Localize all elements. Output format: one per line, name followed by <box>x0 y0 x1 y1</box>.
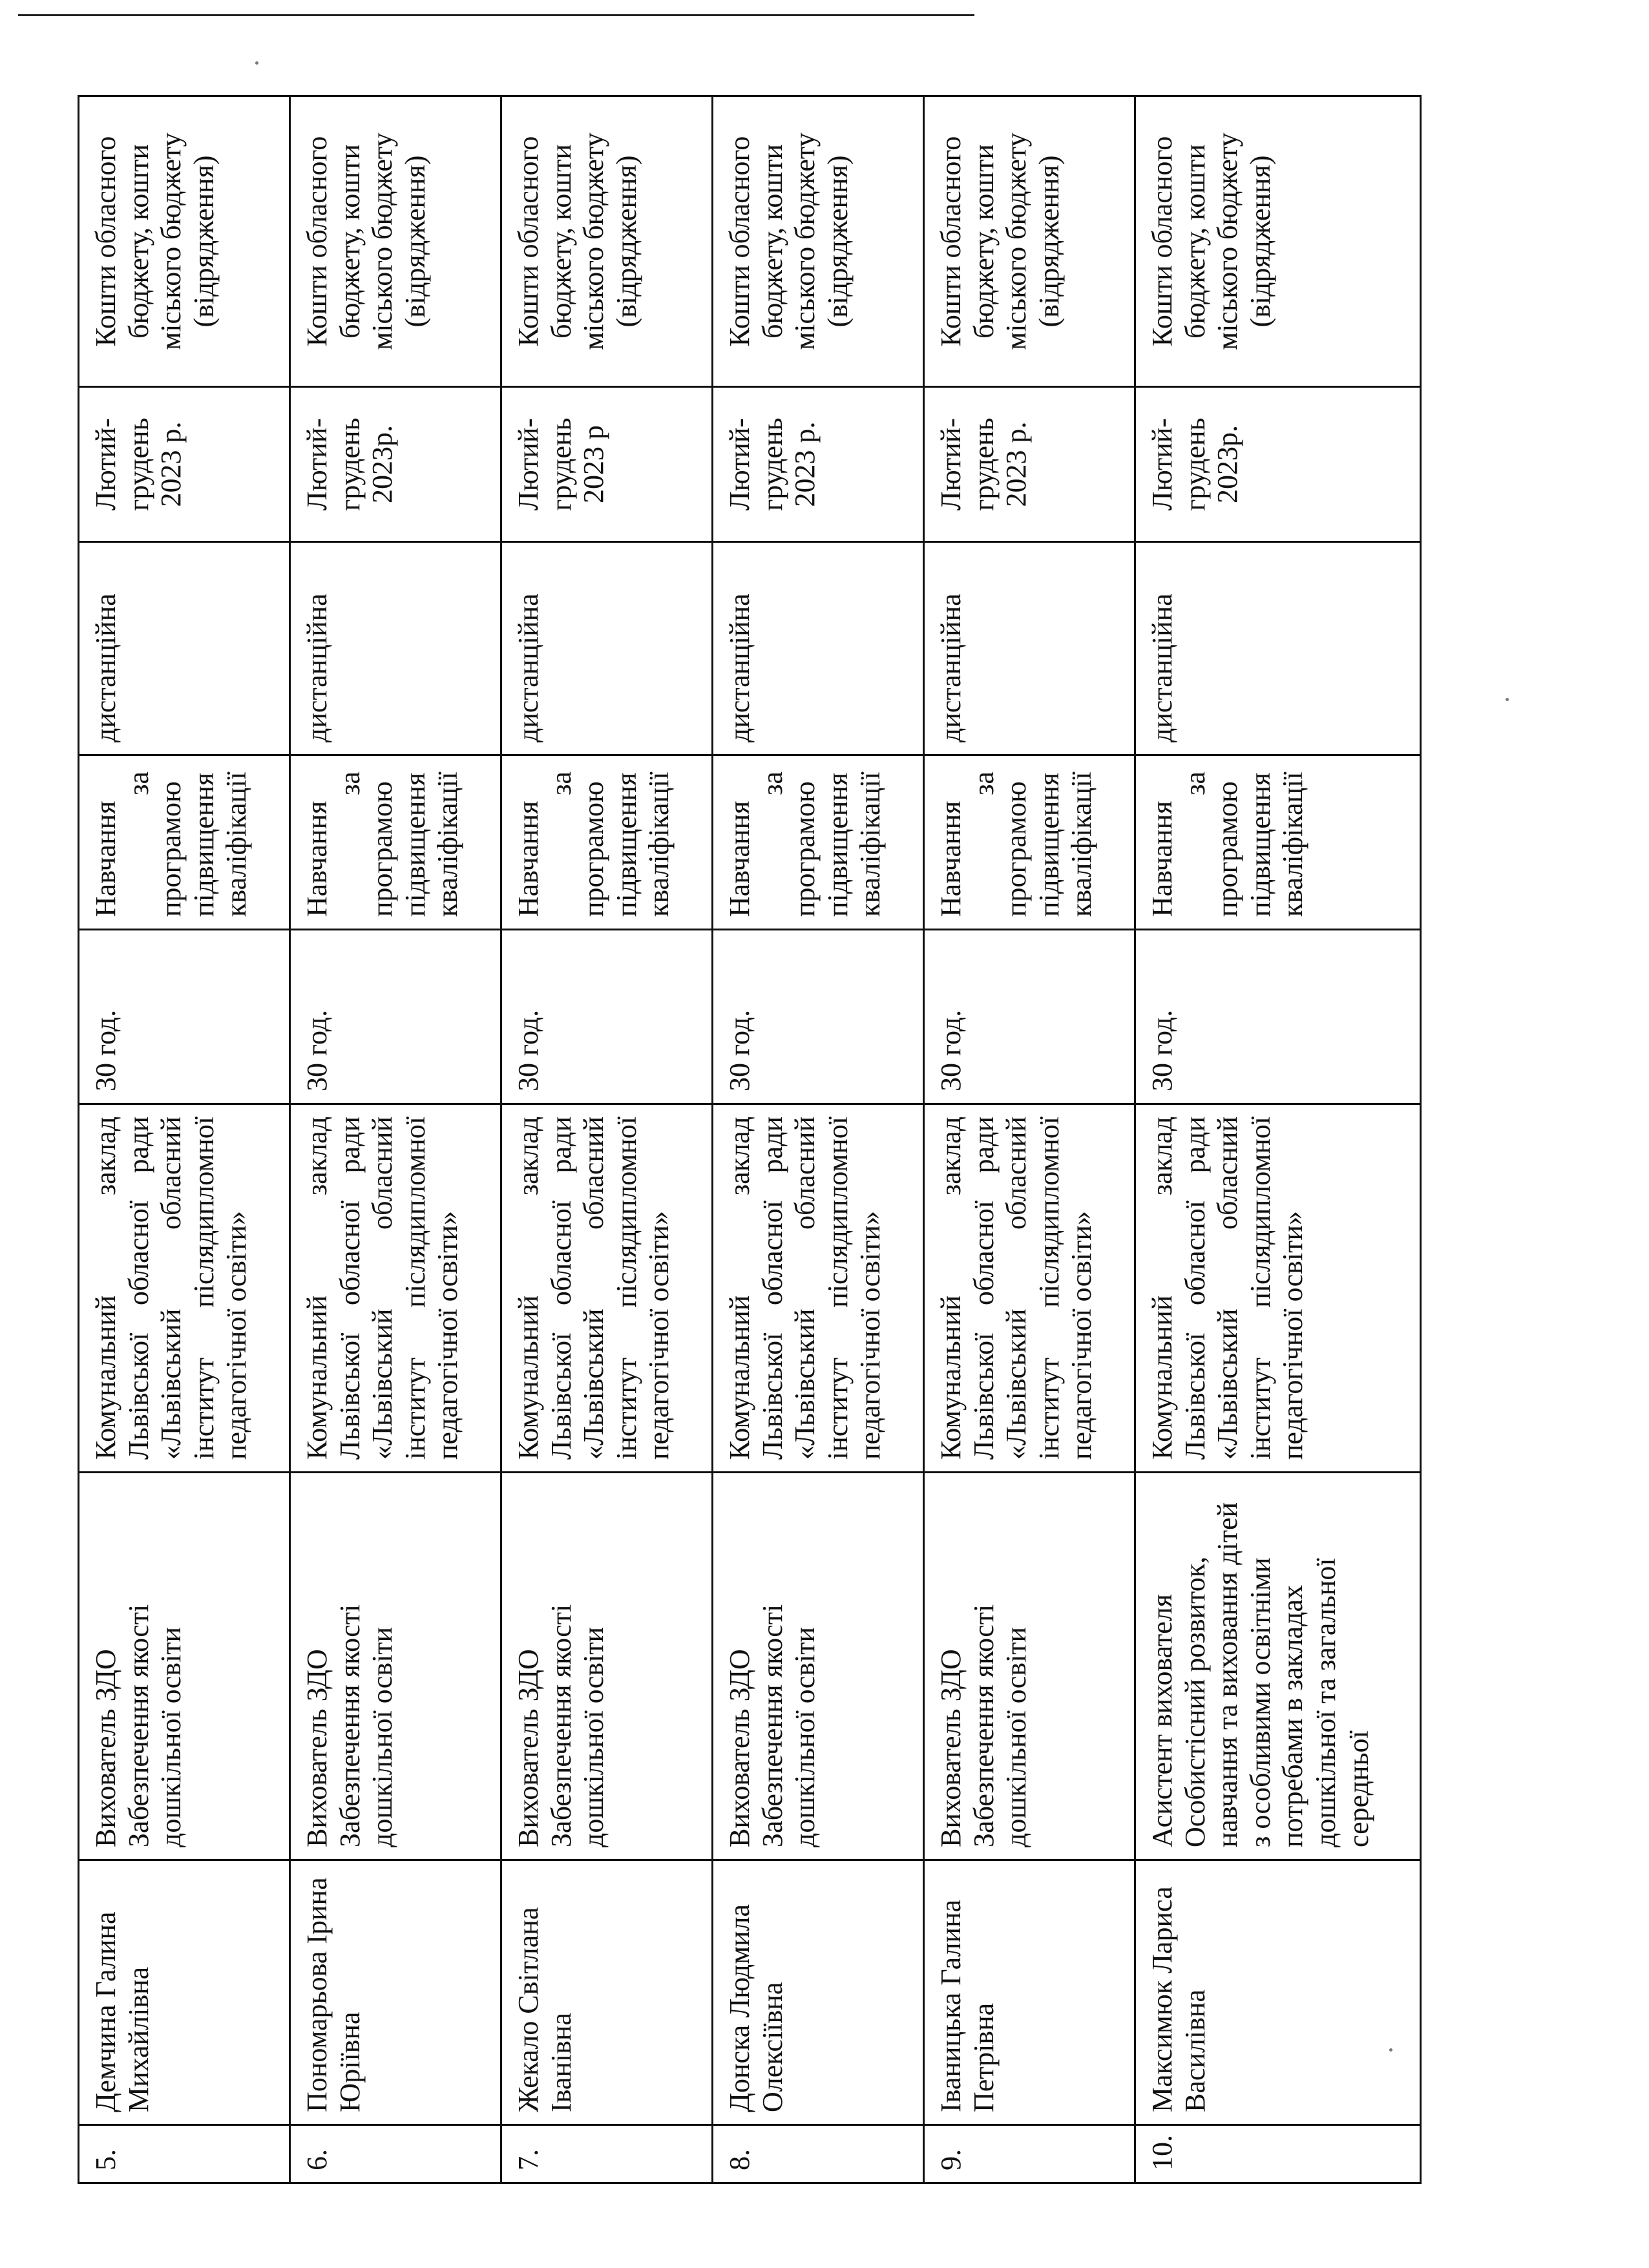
training-form-cell: дистанційна <box>290 542 501 755</box>
funding-cell: Кошти обласного бюджету, кошти міського бюджету (відрядження) <box>79 96 290 387</box>
hours-cell: 30 год. <box>924 930 1135 1104</box>
training-type-text: Навчання <box>512 801 544 917</box>
training-type-cell <box>290 755 501 930</box>
table-row <box>79 96 290 2183</box>
employee-name-cell: Демчина Галина Михайлівна <box>79 1860 290 2125</box>
training-type-text: за <box>967 772 1000 795</box>
term-cell: Лютий-грудень 2023 р. <box>713 387 924 542</box>
term-cell: Лютий-грудень 2023р. <box>1135 387 1421 542</box>
organization-cell: Комунальний заклад Львівської обласної ради «Львівський обласний інститут післядипломної педагогічної освіти» <box>501 1104 713 1473</box>
training-type-text: за <box>1179 772 1211 795</box>
training-type-text: програмою підвищення кваліфікації <box>578 772 675 917</box>
training-type-text: за <box>545 772 577 795</box>
employee-name-cell: Пономарьова Ірина Юріївна <box>290 1860 501 2125</box>
training-type-text: Навчання <box>90 801 121 917</box>
organization-cell: Комунальний заклад Львівської обласної ради «Львівський обласний інститут післядипломної педагогічної освіти» <box>713 1104 924 1473</box>
training-type-cell <box>501 755 713 930</box>
position-course-cell: Вихователь ЗДО Забезпечення якості дошкільної освіти <box>924 1473 1135 1860</box>
table-row <box>1135 96 1421 2183</box>
training-form-cell: дистанційна <box>713 542 924 755</box>
row-number-cell: 8. <box>713 2125 924 2183</box>
training-type-text: Навчання <box>1146 801 1178 917</box>
training-type-text: за <box>122 772 154 795</box>
training-type-text: програмою підвищення кваліфікації <box>155 772 253 917</box>
organization-cell: Комунальний заклад Львівської обласної ради «Львівський обласний інститут післядипломної педагогічної освіти» <box>1135 1104 1421 1473</box>
organization-cell: Комунальний заклад Львівської обласної ради «Львівський обласний інститут післядипломної педагогічної освіти» <box>79 1104 290 1473</box>
top-rule <box>18 14 974 16</box>
training-type-text: Навчання <box>301 801 333 917</box>
training-type-text: програмою підвищення кваліфікації <box>1000 772 1098 917</box>
organization-cell: Комунальний заклад Львівської обласної ради «Львівський обласний інститут післядипломної педагогічної освіти» <box>290 1104 501 1473</box>
row-number-cell: 10. <box>1135 2125 1421 2183</box>
training-form-cell: дистанційна <box>924 542 1135 755</box>
rotated-table-wrapper <box>78 97 1422 2184</box>
training-type-cell <box>1135 755 1421 930</box>
row-number-cell: 9. <box>924 2125 1135 2183</box>
training-type-text: Навчання <box>935 801 967 917</box>
funding-cell: Кошти обласного бюджету, кошти міського бюджету (відрядження) <box>1135 96 1421 387</box>
funding-cell: Кошти обласного бюджету, кошти міського бюджету (відрядження) <box>501 96 713 387</box>
position-course-cell: Вихователь ЗДО Забезпечення якості дошкільної освіти <box>713 1473 924 1860</box>
position-course-cell: Асистент вихователя Особистісний розвиток, навчання та виховання дітей з особливими освітніми потребами в закладах дошкільної та загальної середньої <box>1135 1473 1421 1860</box>
table-row <box>713 96 924 2183</box>
row-number-cell: 7. <box>501 2125 713 2183</box>
scan-speck <box>255 61 258 65</box>
employee-name-cell: Максимюк Лариса Василівна <box>1135 1860 1421 2125</box>
hours-cell: 30 год. <box>79 930 290 1104</box>
training-type-text: програмою підвищення кваліфікації <box>1212 772 1309 917</box>
term-cell: Лютий-грудень 2023 р. <box>79 387 290 542</box>
training-type-text: за <box>333 772 366 795</box>
training-type-cell <box>713 755 924 930</box>
training-type-text: Навчання <box>724 801 755 917</box>
table-row <box>501 96 713 2183</box>
funding-cell: Кошти обласного бюджету, кошти міського бюджету (відрядження) <box>290 96 501 387</box>
position-course-cell: Вихователь ЗДО Забезпечення якості дошкільної освіти <box>79 1473 290 1860</box>
term-cell: Лютий-грудень 2023р. <box>290 387 501 542</box>
hours-cell: 30 год. <box>1135 930 1421 1104</box>
organization-cell: Комунальний заклад Львівської обласної ради «Львівський обласний інститут післядипломної педагогічної освіти» <box>924 1104 1135 1473</box>
scan-speck <box>1506 698 1509 701</box>
training-type-text: програмою підвищення кваліфікації <box>789 772 887 917</box>
funding-cell: Кошти обласного бюджету, кошти міського бюджету (відрядження) <box>924 96 1135 387</box>
training-form-cell: дистанційна <box>79 542 290 755</box>
funding-cell: Кошти обласного бюджету, кошти міського бюджету (відрядження) <box>713 96 924 387</box>
employee-name-cell: Донска Людмила Олексіївна <box>713 1860 924 2125</box>
row-number-cell: 5. <box>79 2125 290 2183</box>
table-row <box>290 96 501 2183</box>
hours-cell: 30 год. <box>290 930 501 1104</box>
position-course-cell: Вихователь ЗДО Забезпечення якості дошкільної освіти <box>501 1473 713 1860</box>
term-cell: Лютий-грудень 2023 р. <box>924 387 1135 542</box>
row-number-cell: 6. <box>290 2125 501 2183</box>
training-type-cell <box>79 755 290 930</box>
staff-training-table <box>78 95 1422 2184</box>
training-form-cell: дистанційна <box>501 542 713 755</box>
hours-cell: 30 год. <box>501 930 713 1104</box>
term-cell: Лютий-грудень 2023 р <box>501 387 713 542</box>
employee-name-cell: Жекало Світлана Іванівна <box>501 1860 713 2125</box>
employee-name-cell: Іваницька Галина Петрівна <box>924 1860 1135 2125</box>
training-type-text: програмою підвищення кваліфікації <box>366 772 464 917</box>
training-form-cell: дистанційна <box>1135 542 1421 755</box>
hours-cell: 30 год. <box>713 930 924 1104</box>
position-course-cell: Вихователь ЗДО Забезпечення якості дошкільної освіти <box>290 1473 501 1860</box>
table-row <box>924 96 1135 2183</box>
training-type-text: за <box>756 772 788 795</box>
training-type-cell <box>924 755 1135 930</box>
table-body <box>79 96 1421 2183</box>
